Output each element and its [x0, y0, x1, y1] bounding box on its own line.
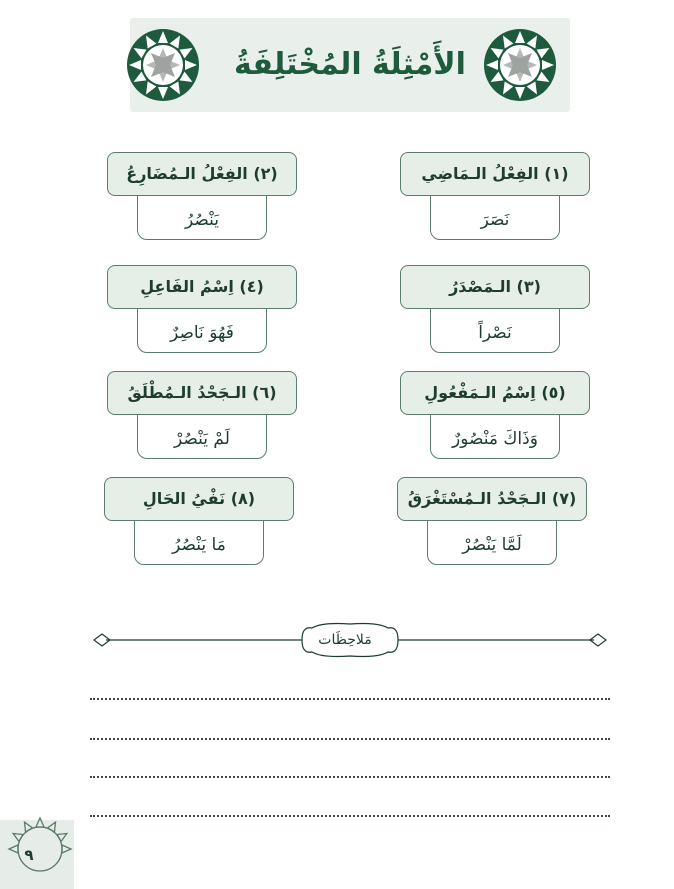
page-number: ٩ — [24, 846, 34, 864]
card-example: وَذَاكَ مَنْصُورٌ — [430, 405, 560, 459]
card-label: (٤) اِسْمُ الفَاعِلِ — [107, 265, 297, 309]
note-line-3[interactable] — [90, 776, 610, 778]
card-past-verb — [400, 152, 590, 252]
card-passive-participle — [400, 371, 590, 471]
card-label: (١) الفِعْلُ الـمَاضِي — [400, 152, 590, 196]
note-line-4[interactable] — [90, 815, 610, 817]
card-example: لَمْ يَنْصُرْ — [137, 405, 267, 459]
card-label: (٦) الـجَحْدُ الـمُطْلَقُ — [107, 371, 297, 415]
card-example: فَهُوَ نَاصِرٌ — [137, 299, 267, 353]
card-example: يَنْصُرُ — [137, 186, 267, 240]
card-example: مَا يَنْصُرُ — [134, 511, 264, 565]
card-label: (٢) الفِعْلُ الـمُضَارِعُ — [107, 152, 297, 196]
page-title: الأَمْثِلَةُ المُخْتَلِفَةُ — [234, 47, 466, 82]
card-example: لَمَّا يَنْصُرْ — [427, 511, 557, 565]
card-continuous-negation — [397, 477, 587, 577]
card-present-negation — [104, 477, 294, 577]
card-active-participle — [107, 265, 297, 365]
card-label: (٣) الـمَصْدَرُ — [400, 265, 590, 309]
card-example: نَصَرَ — [430, 186, 560, 240]
card-label: (٧) الـجَحْدُ الـمُسْتَغْرَقُ — [397, 477, 587, 521]
card-present-verb — [107, 152, 297, 252]
card-absolute-negation — [107, 371, 297, 471]
card-label: (٥) اِسْمُ الـمَفْعُولِ — [400, 371, 590, 415]
notes-label: مَلاحِظَات — [318, 632, 372, 648]
card-masdar — [400, 265, 590, 365]
note-line-1[interactable] — [90, 698, 610, 700]
card-example: نَصْراً — [430, 299, 560, 353]
card-label: (٨) نَفْيُ الحَالِ — [104, 477, 294, 521]
note-line-2[interactable] — [90, 738, 610, 740]
